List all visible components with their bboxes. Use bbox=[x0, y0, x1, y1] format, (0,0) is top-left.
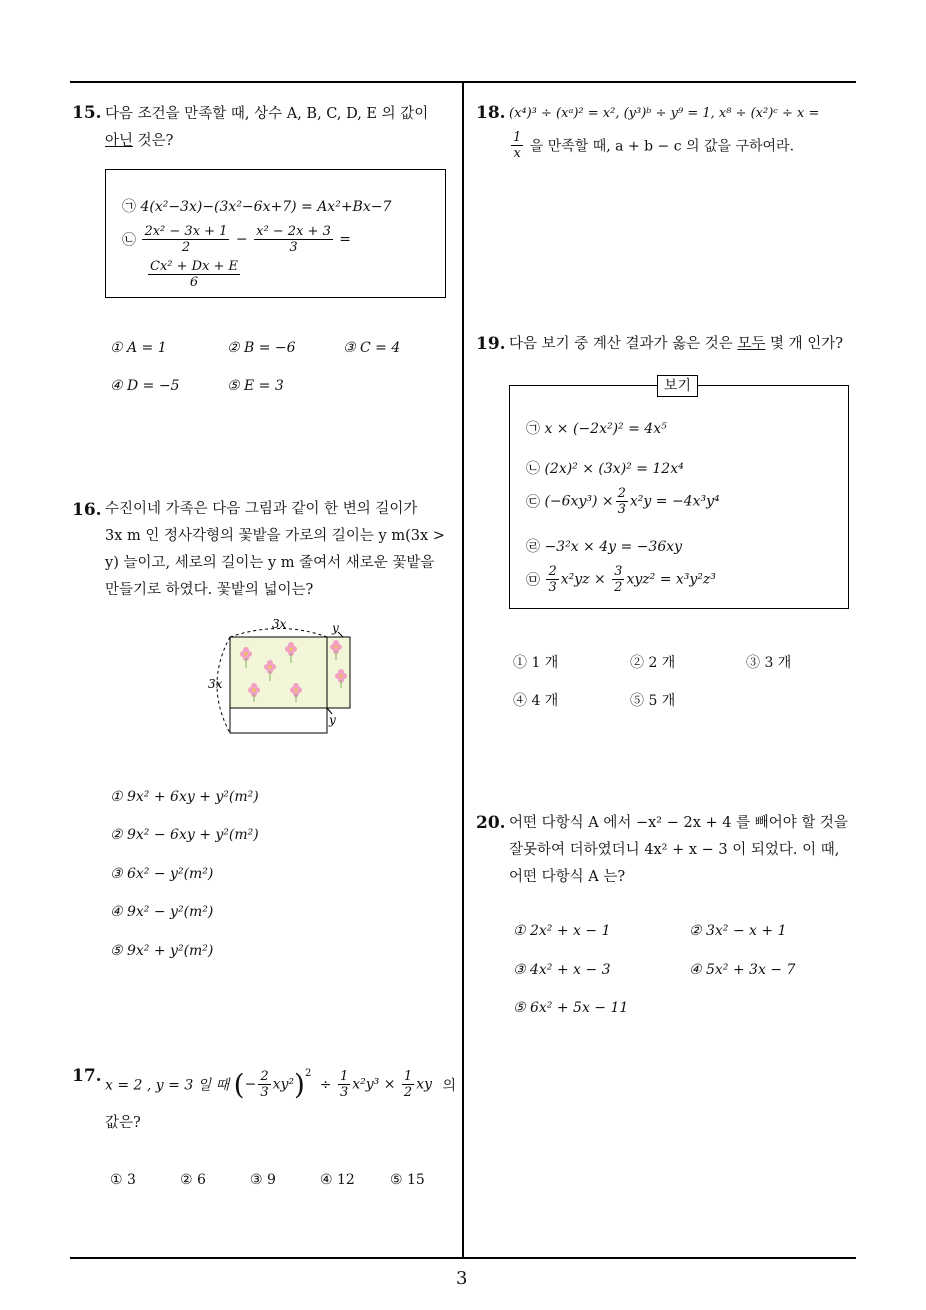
q17-option-4[interactable]: ④ 12 bbox=[320, 1172, 355, 1188]
q15-cond2-minus: − bbox=[235, 231, 248, 248]
q16-option-1[interactable]: ① 9x² + 6xy + y²(m²) bbox=[110, 789, 259, 805]
q15-line1: 다음 조건을 만족할 때, 상수 A, B, C, D, E 의 값이 bbox=[105, 106, 429, 122]
q20-option-1[interactable]: ① 2x² + x − 1 bbox=[513, 923, 611, 939]
q16-number: 16. bbox=[72, 500, 102, 520]
q17-line1 bbox=[105, 1068, 456, 1101]
q17-frac3: $\frac{1}{2}$ bbox=[403, 1069, 413, 1100]
q16-fig-left-label: 3x bbox=[208, 677, 223, 691]
q16-line3: y) 늘이고, 세로의 길이는 y m 줄여서 새로운 꽃밭을 bbox=[105, 555, 435, 571]
q19-item4: ㉣ −3²x × 4y = −36xy bbox=[526, 539, 683, 555]
q16-option-4[interactable]: ④ 9x² − y²(m²) bbox=[110, 904, 214, 920]
q17-option-5[interactable]: ⑤ 15 bbox=[390, 1172, 425, 1188]
q15-number: 15. bbox=[72, 103, 102, 123]
q17-div: ÷ bbox=[319, 1076, 332, 1093]
bottom-rule bbox=[70, 1257, 856, 1259]
q20-line3: 어떤 다항식 A 는? bbox=[509, 869, 626, 885]
q15-cond1-expr: 4(x²−3x)−(3x²−6x+7) = Ax²+Bx−7 bbox=[140, 199, 392, 215]
q19-option-3[interactable]: ③ 3 개 bbox=[746, 655, 792, 671]
q17-option-1[interactable]: ① 3 bbox=[110, 1172, 136, 1188]
q15-condition-box bbox=[105, 169, 446, 298]
q20-number: 20. bbox=[476, 813, 506, 833]
q17-number: 17. bbox=[72, 1066, 102, 1086]
center-divider bbox=[462, 81, 464, 1259]
q15-option-3[interactable]: ③ C = 4 bbox=[343, 340, 401, 356]
q16-flower-garden-figure bbox=[200, 612, 360, 737]
q16-line1: 수진이네 가족은 다음 그림과 같이 한 변의 길이가 bbox=[105, 501, 418, 517]
q19-item2: ㉡ (2x)² × (3x)² = 12x⁴ bbox=[526, 461, 684, 477]
q16-line2: 3x m 인 정사각형의 꽃밭을 가로의 길이는 y m(3x > bbox=[105, 528, 445, 544]
q17-frac1: $\frac{2}{3}$ bbox=[260, 1069, 269, 1100]
q19-number: 19. bbox=[476, 334, 506, 354]
q17-paren-right: ) bbox=[294, 1068, 305, 1101]
q17-line1-end: 의 bbox=[442, 1077, 456, 1094]
q17-times: × bbox=[383, 1076, 396, 1093]
q17-frac2: $\frac{1}{3}$ bbox=[339, 1069, 349, 1100]
q15-cond2-rhs bbox=[146, 259, 242, 290]
q15-cond2-frac2: $\frac{\text{x² − 2x + 3}}{3}$ bbox=[256, 224, 331, 255]
q20-option-4[interactable]: ④ 5x² + 3x − 7 bbox=[689, 962, 796, 978]
q17-condition: x = 2 , y = 3 일 때 bbox=[105, 1077, 230, 1094]
q17-paren-left: ( bbox=[233, 1068, 245, 1101]
q20-option-3[interactable]: ③ 4x² + x − 3 bbox=[513, 962, 611, 978]
q17-term1: xy² bbox=[272, 1076, 295, 1093]
q15-option-5[interactable]: ⑤ E = 3 bbox=[227, 378, 284, 394]
q15-option-1[interactable]: ① A = 1 bbox=[110, 340, 167, 356]
q16-fig-top-label: 3x bbox=[272, 617, 287, 631]
q19-stem bbox=[509, 331, 843, 358]
q15-option-4[interactable]: ④ D = −5 bbox=[110, 378, 180, 394]
q18-line1: (x⁴)³ ÷ (xᵃ)² = x², (y³)ᵇ ÷ y⁹ = 1, x⁸ ÷ (x²)ᶜ ÷ x = bbox=[509, 106, 820, 121]
q19-option-1[interactable]: ① 1 개 bbox=[513, 655, 559, 671]
q15-stem bbox=[105, 101, 457, 155]
q18-number: 18. bbox=[476, 103, 506, 123]
q17-option-3[interactable]: ③ 9 bbox=[250, 1172, 276, 1188]
q15-cond1 bbox=[122, 196, 391, 216]
q17-option-2[interactable]: ② 6 bbox=[180, 1172, 206, 1188]
q16-stem bbox=[105, 496, 457, 604]
q16-option-3[interactable]: ③ 6x² − y²(m²) bbox=[110, 866, 214, 882]
q18-line2 bbox=[509, 130, 794, 161]
q15-cond2-mark: ㉡ bbox=[122, 232, 136, 249]
q19-example-tag: 보기 bbox=[657, 375, 698, 397]
q19-line1-b: 몇 개 인가? bbox=[765, 336, 844, 352]
q15-cond1-mark: ㉠ bbox=[122, 199, 136, 215]
q16-line4: 만들기로 하였다. 꽃밭의 넓이는? bbox=[105, 582, 314, 598]
q15-not-emphasis: 아닌 bbox=[105, 133, 134, 149]
q15-cond2-frac1: $\frac{\text{2x² − 3x + 1}}{2}$ bbox=[144, 224, 228, 255]
q19-option-2[interactable]: ② 2 개 bbox=[630, 655, 676, 671]
q19-all-emphasis: 모두 bbox=[737, 336, 766, 352]
q19-option-5[interactable]: ⑤ 5 개 bbox=[630, 693, 676, 709]
q17-exponent: 2 bbox=[304, 1068, 312, 1079]
q16-option-2[interactable]: ② 9x² − 6xy + y²(m²) bbox=[110, 827, 259, 843]
q15-cond2-eq: = bbox=[339, 231, 352, 248]
q17-minus: − bbox=[244, 1076, 257, 1093]
q20-line2: 잘못하여 더하였더니 4x² + x − 3 이 되었다. 이 때, bbox=[509, 842, 840, 858]
page-number: 3 bbox=[456, 1268, 468, 1289]
q18-line2-text: 을 만족할 때, a + b − c 의 값을 구하여라. bbox=[529, 138, 795, 155]
q19-item5: ㉤ $\frac{2}{3}$ x²yz × $\frac{3}{2}$ xyz² = x³y²z³ bbox=[526, 564, 716, 595]
q18-frac: $\frac{1}{x}$ bbox=[513, 130, 522, 161]
q19-line1-a: 다음 보기 중 계산 결과가 옳은 것은 bbox=[509, 336, 738, 352]
q19-example-box bbox=[509, 385, 849, 609]
q15-option-2[interactable]: ② B = −6 bbox=[227, 340, 296, 356]
q20-stem bbox=[509, 810, 857, 891]
q17-term3: xy bbox=[416, 1076, 433, 1093]
q15-line2 bbox=[105, 128, 457, 155]
q20-option-5[interactable]: ⑤ 6x² + 5x − 11 bbox=[513, 1000, 629, 1016]
q19-item3: ㉢ (−6xy³) × $\frac{2}{3}$ x²y = −4x³y⁴ bbox=[526, 486, 720, 517]
q16-option-5[interactable]: ⑤ 9x² + y²(m²) bbox=[110, 943, 214, 959]
q19-option-4[interactable]: ④ 4 개 bbox=[513, 693, 559, 709]
q20-option-2[interactable]: ② 3x² − x + 1 bbox=[689, 923, 787, 939]
q15-line2-rest: 것은? bbox=[133, 133, 174, 149]
q16-fig-bottom-right-label: y bbox=[329, 713, 336, 727]
q20-line1: 어떤 다항식 A 에서 −x² − 2x + 4 를 빼어야 할 것을 bbox=[509, 815, 848, 831]
q15-cond2 bbox=[122, 224, 351, 255]
q17-line2: 값은? bbox=[105, 1115, 141, 1131]
q17-term2: x²y³ bbox=[352, 1076, 380, 1093]
q19-item1: ㉠ x × (−2x²)² = 4x⁵ bbox=[526, 421, 667, 437]
q15-cond2-frac3: $\frac{\text{Cx² + Dx + E}}{6}$ bbox=[150, 259, 239, 290]
q16-fig-top-right-label: y bbox=[332, 621, 339, 635]
